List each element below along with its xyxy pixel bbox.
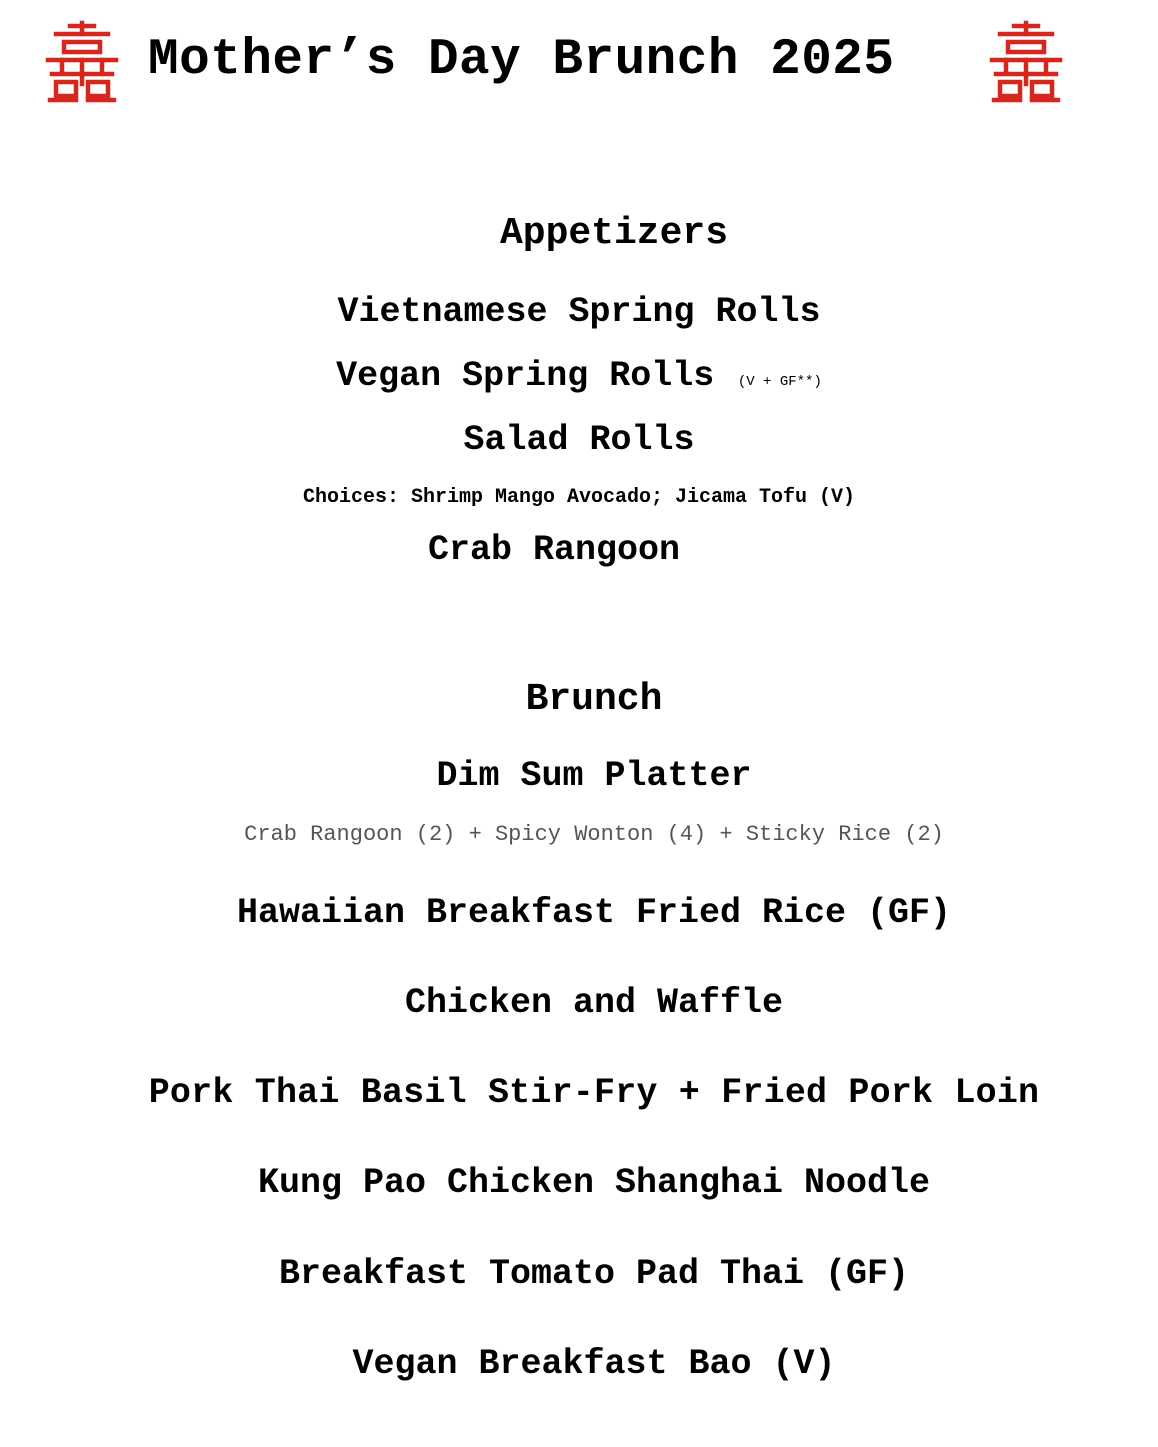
menu-item: Breakfast Tomato Pad Thai (GF) xyxy=(278,1254,910,1294)
double-happiness-icon xyxy=(984,20,1068,104)
menu-item: Kung Pao Chicken Shanghai Noodle xyxy=(257,1163,931,1203)
menu-item-row xyxy=(0,356,1158,396)
menu-item: Vietnamese Spring Rolls xyxy=(337,292,821,332)
menu-item: Vegan Spring Rolls xyxy=(336,356,715,396)
item-description: Crab Rangoon (2) + Spicy Wonton (4) + Sticky Rice (2) xyxy=(244,822,944,847)
menu-item: Chicken and Waffle xyxy=(404,983,784,1023)
section-title-brunch: Brunch xyxy=(525,678,663,721)
menu-item: Crab Rangoon xyxy=(427,530,681,570)
page-title: Mother’s Day Brunch 2025 xyxy=(148,32,895,89)
menu-header xyxy=(0,20,1158,110)
item-choices: Choices: Shrimp Mango Avocado; Jicama Tofu (V) xyxy=(302,486,856,509)
section-title-appetizers: Appetizers xyxy=(499,212,729,255)
dietary-note: (V + GF**) xyxy=(737,374,822,390)
menu-item: Hawaiian Breakfast Fried Rice (GF) xyxy=(236,893,952,933)
menu-item: Salad Rolls xyxy=(463,420,695,460)
double-happiness-icon xyxy=(40,20,124,104)
menu-item: Vegan Breakfast Bao (V) xyxy=(352,1344,836,1384)
menu-item: Pork Thai Basil Stir-Fry + Fried Pork Loin xyxy=(148,1073,1040,1113)
menu-item: Dim Sum Platter xyxy=(436,756,752,796)
